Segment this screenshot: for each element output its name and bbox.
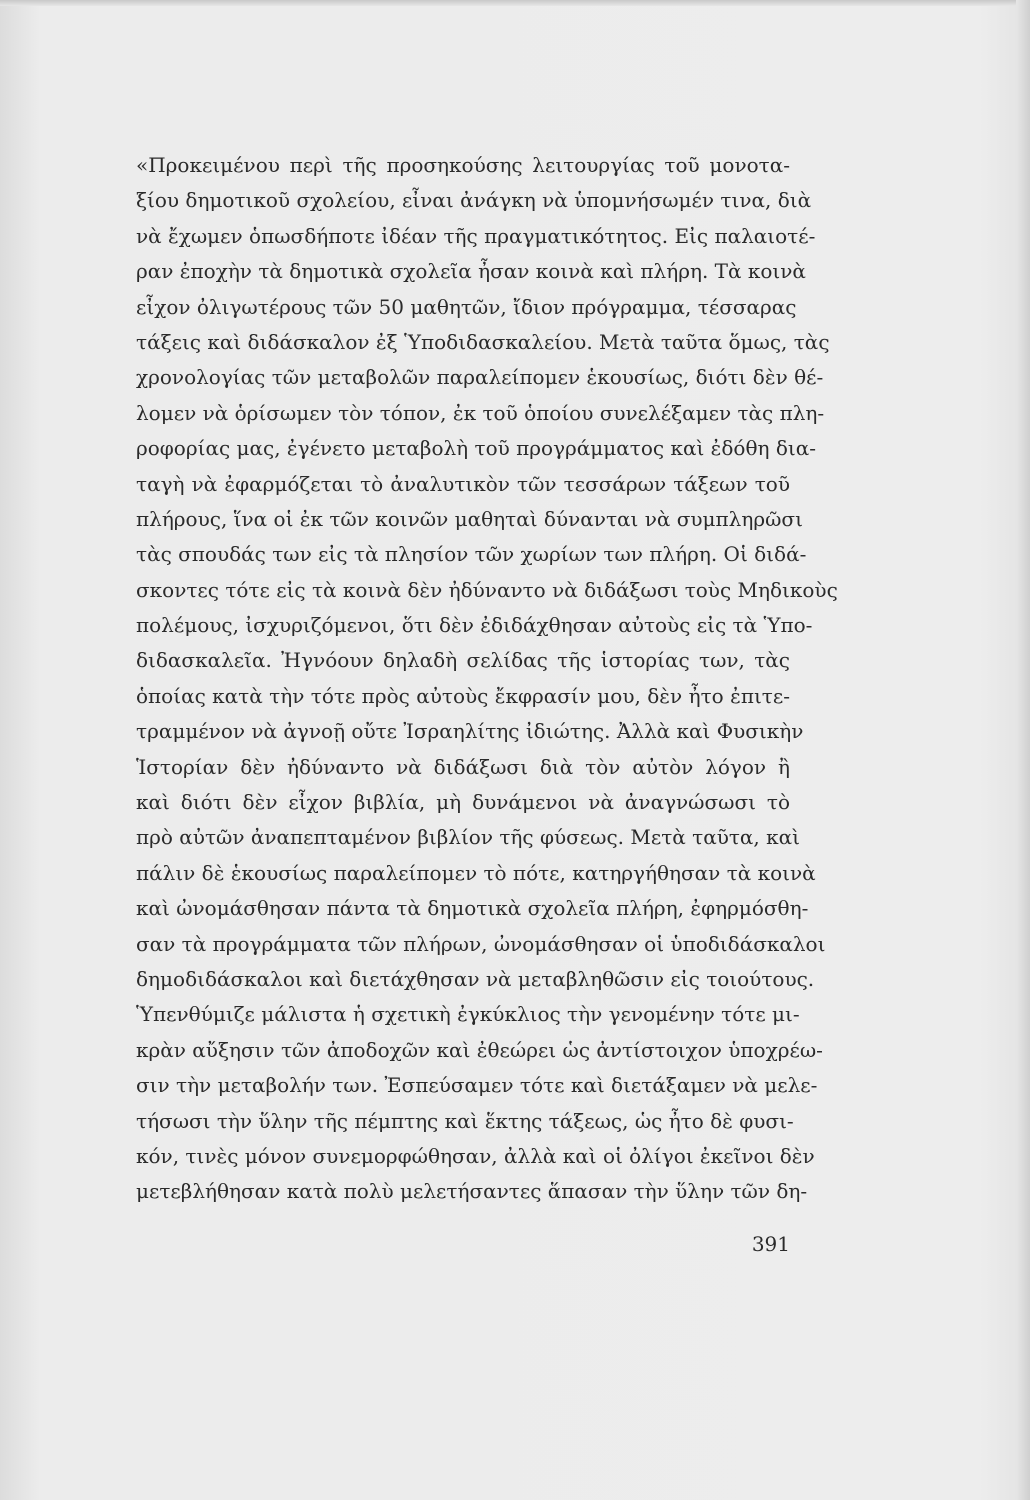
text-line-20: πρὸ αὐτῶν ἀναπεπταμένον βιβλίον τῆς φύσεως. Μετὰ ταῦτα, καὶ xyxy=(136,825,800,850)
text-line-16: ὁποίας κατὰ τὴν τότε πρὸς αὐτοὺς ἔκφρασίν μου, δὲν ἦτο ἐπιτε- xyxy=(136,683,790,708)
text-line-6: τάξεις καὶ διδάσκαλον ἐξ Ὑποδιδασκαλείου. Μετὰ ταῦτα ὅμως, τὰς xyxy=(136,329,830,354)
text-line-2: ξίου δημοτικοῦ σχολείου, εἶναι ἀνάγκη νὰ ὑπομνήσωμέν τινα, διὰ xyxy=(136,188,812,213)
text-line-22: καὶ ὠνομάσθησαν πάντα τὰ δημοτικὰ σχολεῖα πλήρη, ἐφηρμόσθη- xyxy=(136,896,809,921)
body-text xyxy=(136,148,838,1210)
text-line-15: διδασκαλεῖα. Ἠγνόουν δηλαδὴ σελίδας τῆς ἱστορίας των, τὰς xyxy=(136,648,790,673)
text-line-3: νὰ ἔχωμεν ὁπωσδήποτε ἰδέαν τῆς πραγματικότητος. Εἰς παλαιοτέ- xyxy=(136,223,816,248)
text-line-25: Ὑπενθύμιζε μάλιστα ἡ σχετικὴ ἐγκύκλιος τὴν γενομένην τότε μι- xyxy=(136,1002,800,1027)
text-line-4: ραν ἐποχὴν τὰ δημοτικὰ σχολεῖα ἦσαν κοινὰ καὶ πλήρη. Τὰ κοινὰ xyxy=(136,259,806,284)
text-line-8: λομεν νὰ ὁρίσωμεν τὸν τόπον, ἐκ τοῦ ὁποίου συνελέξαμεν τὰς πλη- xyxy=(136,400,825,425)
text-line-24: δημοδιδάσκαλοι καὶ διετάχθησαν νὰ μεταβληθῶσιν εἰς τοιούτους. xyxy=(136,966,815,991)
text-line-5: εἶχον ὀλιγωτέρους τῶν 50 μαθητῶν, ἴδιον πρόγραμμα, τέσσαρας xyxy=(136,294,797,319)
text-line-1: «Προκειμένου περὶ τῆς προσηκούσης λειτουργίας τοῦ μονοτα- xyxy=(136,153,790,177)
text-line-18: Ἱστορίαν δὲν ἠδύναντο νὰ διδάξωσι διὰ τὸν αὐτὸν λόγον ἢ xyxy=(136,754,790,779)
text-line-19: καὶ διότι δὲν εἶχον βιβλία, μὴ δυνάμενοι νὰ ἀναγνώσωσι τὸ xyxy=(136,790,790,815)
text-line-28: τήσωσι τὴν ὕλην τῆς πέμπτης καὶ ἕκτης τάξεως, ὡς ἦτο δὲ φυσι- xyxy=(136,1108,794,1133)
text-line-23: σαν τὰ προγράμματα τῶν πλήρων, ὠνομάσθησαν οἱ ὑποδιδάσκαλοι xyxy=(136,931,826,956)
text-line-10: ταγὴ νὰ ἐφαρμόζεται τὸ ἀναλυτικὸν τῶν τεσσάρων τάξεων τοῦ xyxy=(136,471,790,496)
page-number: 391 xyxy=(751,1232,790,1256)
text-line-26: κρὰν αὔξησιν τῶν ἀποδοχῶν καὶ ἐθεώρει ὡς ἀντίστοιχον ὑποχρέω- xyxy=(136,1037,823,1062)
text-line-13: σκοντες τότε εἰς τὰ κοινὰ δὲν ἠδύναντο νὰ διδάξωσι τοὺς Μηδικοὺς xyxy=(136,577,838,602)
text-line-30: μετεβλήθησαν κατὰ πολὺ μελετήσαντες ἅπασαν τὴν ὕλην τῶν δη- xyxy=(136,1179,808,1204)
page-right-edge xyxy=(1016,0,1030,1500)
page-top-edge xyxy=(0,0,1030,6)
text-line-14: πολέμους, ἰσχυριζόμενοι, ὅτι δὲν ἐδιδάχθησαν αὐτοὺς εἰς τὰ Ὑπο- xyxy=(136,613,813,638)
text-line-21: πάλιν δὲ ἑκουσίως παραλείπομεν τὸ πότε, κατηργήθησαν τὰ κοινὰ xyxy=(136,860,816,885)
text-line-9: ροφορίας μας, ἐγένετο μεταβολὴ τοῦ προγράμματος καὶ ἐδόθη δια- xyxy=(136,436,816,461)
text-line-27: σιν τὴν μεταβολήν των. Ἐσπεύσαμεν τότε καὶ διετάξαμεν νὰ μελε- xyxy=(136,1073,818,1098)
text-line-7: χρονολογίας τῶν μεταβολῶν παραλείπομεν ἑκουσίως, διότι δὲν θέ- xyxy=(136,365,824,390)
text-line-17: τραμμένον νὰ ἀγνοῇ οὔτε Ἰσραηλίτης ἰδιώτης. Ἀλλὰ καὶ Φυσικὴν xyxy=(136,719,804,744)
text-line-11: πλήρους, ἵνα οἱ ἐκ τῶν κοινῶν μαθηταὶ δύνανται νὰ συμπληρῶσι xyxy=(136,506,803,531)
text-line-29: κόν, τινὲς μόνον συνεμορφώθησαν, ἀλλὰ καὶ οἱ ὀλίγοι ἐκεῖνοι δὲν xyxy=(136,1143,815,1168)
text-line-12: τὰς σπουδάς των εἰς τὰ πλησίον τῶν χωρίων των πλήρη. Οἱ διδά- xyxy=(136,542,807,567)
